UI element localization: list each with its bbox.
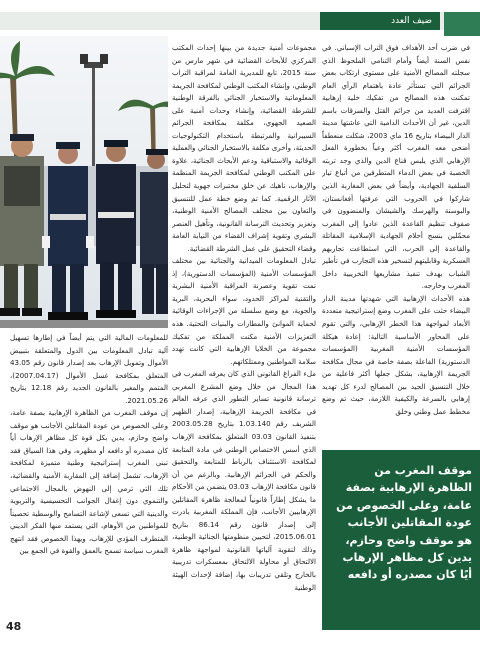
- paragraph: مجموعات أمنية جديدة من بينها إحداث المكتب المركزي للأبحاث القضائية في شهر مارس من سنة 2015، تابع للمديرية العامة لمراقبة التراب الوطني، وإنشاء المكتب الوطني لمكافحة الجريمة المعلوماتية والاستخبار الجنائي بالفرقة الوطنية للشرطة القضائية، وإنشاء وحدات أمنية على الصعيد الجهوي، مكلفة بمكافحة الجرائم السيبرانية والمرتبطة باستخدام التكنولوجيات الحديثة، وأخرى مكلفة بالاستخبار الجنائي والعملية الوقائية والاستباقية ودعم الأبحاث الجنائية، علاوة على المكتب الوطني لمكافحة الجريمة المنظمة والإرهاب، ناهيك عن خلق مختبرات جهوية لتحليل الآثار الرقمية. كما تم وضع خطة عمل للتنسيق والتعاون بين مختلف المصالح الأمنية الوطنية، وتعزيز وتحديث الترسانة القانونية، وتأهيل العنصر البشري وتقوية إشراف القضاء من النيابة العامة وقضاء التحقيق على عمل الشرطة القضائية.: [172, 43, 316, 253]
- page-header: [0, 0, 480, 36]
- paragraph: ملء الفراغ القانوني الذي كان يعرفه المغرب في هذا المجال من خلال وضع المشرع المغربي ترسانة قانونية تساير التطور الذي عرفه العالم في مكافحة الجريمة الإرهابية، إصدار الظهير الشريف رقم 1.03.140 بتاريخ 2003.05.28 بتنفيذ القانون 03.03 المتعلق بمكافحة الإرهاب الذي أسس الاختصاص الوطني في مادة المتابعة لمكافحة الاستئناف بالرباط للمتابعة والتحقيق والحكم في الجرائم الإرهابية. وبالرغم من أن قانون مكافحة الإرهاب 03.03 يتضمن من الأحكام ما يشكل إطاراً قانونياً لمعالجة ظاهرة المقاتلين الإرهابيين الأجانب، فإن المملكة المغربية بادرت إلى إصدار قانون رقم 86.14 بتاريخ 2015.06.01، لتحيين منظومتها الجنائية الوطنية، وذلك لتقوية آلياتها القانونية لمواجهة ظاهرة الالتحاق أو محاولة الالتحاق بمعسكرات تدريبية بالخارج وتلقي تدريبات بها، إضافة لإحداث الهيئة الوطنية: [172, 369, 316, 592]
- paragraph: هذه الأحداث الإرهابية التي شهدتها مدينة الدار البيضاء حثت على المغرب وضع إستراتيجية متعددة الأبعاد لمواجهة هذا الخطر الإرهابي، والتي تقوم على المحاور الأساسية التالية: إعادة هيكلة المؤسسات الأمنية المغربية (المؤسسات الدستورية) الفاعلة بصفة خاصة في مجال مكافحة الجريمة الإرهابية، بشكل جعلها أكثر فاعلية من خلال التنسيق الجيد بين المصالح لدرء كل تهديد إرهابي بالسرعة والكيفية اللازمة، حيث تم وضع مخطط عمل وطني وخلق: [322, 293, 470, 416]
- paragraph: تبادل المعلومات الميدانية والجنائية بين مختلف المؤسسات الأمنية (المؤسسات الدستورية)، إذ تمت تقوية وعصرنة المراقبة الأمنية البشرية والتقنية لمراكز الحدود، سواء البحرية، البرية والجوية، مع وضع سلسلة من الإجراءات الوقائية لحماية الموانئ والمطارات والبنيات التحتية. هذه التعزيزات الأمنية مكنت المملكة من تفكيك مجموعة من الخلايا الإرهابية التي كانت تهدد سلامة المواطنين وممتلكاتهم.: [172, 256, 316, 366]
- pull-quote-box: [322, 450, 480, 630]
- police-officers-photo: [0, 36, 168, 328]
- paragraph: للمعلومات المالية التي يتم أيضاً في إطارها تسهيل آلية تبادل المعلومات بين الدول والمتعلقة بتبييض الأموال وتمويل الإرهاب بعد إصدار قانون رقم 43.05 المتعلق بمكافحة غسل الأموال (2007.04.17)، المتمم والمغير بالقانون الجديد رقم 12.18 بتاريخ 2021.05.26.: [10, 333, 168, 405]
- section-tab-accent: [444, 12, 480, 36]
- article-column-left: [10, 332, 168, 638]
- section-label: ضيف العدد: [391, 16, 432, 26]
- pull-quote-text: موقف المغرب من الظاهرة الإرهابية بصفة عامة، وعلى الخصوص من عودة المقاتلين الأجانب هو موقف واضح وحازم، يدين كل مظاهر الإرهاب أيًا كان مصدره أو دافعه: [336, 464, 472, 582]
- paragraph: إن موقف المغرب من الظاهرة الإرهابية بصفة عامة، وعلى الخصوص من عودة المقاتلين الأجانب هو موقف واضح وحازم، يدين بكل قوة كل مظاهر الإرهاب أياً كان مصدره أو دافعه أو مظهره، وفي هذا السياق فقد تبنى المغرب إستراتيجية وطنية متميزة لمكافحة الإرهاب، تشمل إضافة إلى المقاربة الأمنية والقضائية، تلك التي ترمي إلى النهوض بالمجال الاجتماعي والتنموي دون إغفال الجوانب التحسيسية والتربوية والدينية التي تسعى لإشاعة التسامح والوسطية تحصيناً للمواطنين من الأوهام، التي يستمد منها الفكر الديني المتطرف المؤدي للإرهاب، ويهذا الخصوص فقد انتهج المغرب سياسة تسمح بالعمق والقوة في الجمع بين: [10, 408, 168, 556]
- article-column-right: [322, 42, 470, 454]
- article-column-middle: [172, 42, 316, 646]
- paragraph: في ضرب أحد الأهداف فوق التراب الإسباني. في نفس السنة أيضاً وأمام التنامي الملحوظ الذي سجلته المصالح الأمنية على مستوى ارتكاب بعض الجرائم التي تستأثر عادة باهتمام الرأي العام تمكنت هذه المصالح من تفكيك خلية إرهابية اقترفت العديد من جرائم القتل والسرقات باسم الدين، غير أن الأحداث الدامية التي عاشتها مدينة الدار البيضاء بتاريخ 16 ماي 2003، شكلت منعطفاً أضحى معه المغرب أكثر وعياً بخطورة الفعل الإرهابي الذي يلبس قناع الدين والذي وجد تربته الخصبة في بعض الدماء المتطرفين من أتباع تيار السلفية الجهادية، وأيضاً في بعض المغاربة الذين شاركوا في الحروب التي عرفتها أفغانستان، والبوسنة والهرسك والشيشان والمنضوون في صفوف تنظيم القاعدة الذين عادوا إلى المغرب محمّلين بنسج أحلام الجهادية الإسلامية المقاتلة والقاعدة إلى الحرب، التي استطاعت تجاربهم العسكرية وقابليتهم لتسخير هذه التجارب في تأطير الشباب بهدف تنفيذ مشاريعها التخريبية داخل المغرب وخارجه.: [322, 43, 470, 291]
- page-number: 48: [6, 620, 22, 633]
